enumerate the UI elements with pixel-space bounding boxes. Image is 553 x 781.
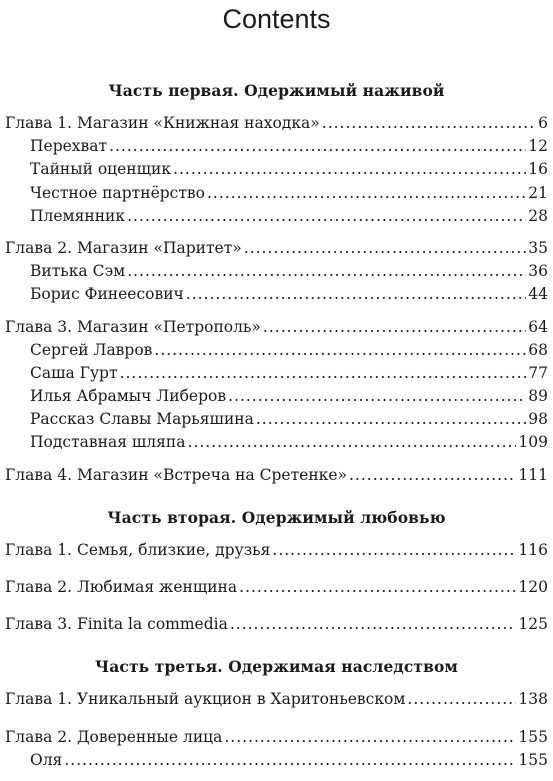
toc-section-entry[interactable] <box>0 135 553 158</box>
page-number: 6 <box>538 114 548 132</box>
dot-leader <box>127 260 526 283</box>
page-number: 28 <box>528 206 548 225</box>
dot-leader <box>256 408 526 431</box>
page-number: 64 <box>528 317 548 336</box>
toc-section-entry[interactable] <box>0 385 553 408</box>
dot-leader <box>173 158 526 181</box>
page-number: 138 <box>518 690 548 709</box>
page-number: 125 <box>518 615 548 634</box>
page-number: 12 <box>528 137 548 156</box>
section-title: Илья Абрамыч Либеров <box>30 387 227 406</box>
chapter-title: Глава 1. Уникальный аукцион в Харитоньевском <box>5 690 406 709</box>
toc-chapter-entry[interactable] <box>0 539 553 562</box>
section-title: Тайный оценщик <box>30 160 172 179</box>
chapter-title: Глава 4. Магазин «Встреча на Сретенке» <box>5 465 347 484</box>
section-title: Оля <box>30 750 63 769</box>
toc-section-entry[interactable] <box>0 260 553 283</box>
page-number: 155 <box>518 750 548 769</box>
toc-section-entry[interactable] <box>0 339 553 362</box>
toc-section-entry[interactable] <box>0 362 553 385</box>
toc-section-entry[interactable] <box>0 182 553 205</box>
dot-leader <box>186 283 526 306</box>
dot-leader <box>188 431 517 454</box>
page-title: Contents <box>222 4 331 34</box>
toc-chapter-entry[interactable] <box>0 316 553 339</box>
chapter-title: Глава 1. Магазин «Книжная находка» <box>5 114 320 132</box>
dot-leader <box>64 749 516 772</box>
page-number: 36 <box>528 262 548 281</box>
page-number: 68 <box>528 340 548 359</box>
toc-chapter-entry[interactable] <box>0 112 553 135</box>
dot-leader <box>244 237 526 260</box>
toc-section-entry[interactable] <box>0 283 553 306</box>
toc-chapter-entry[interactable] <box>0 464 553 487</box>
section-title: Племянник <box>30 206 126 225</box>
toc-section-entry[interactable] <box>0 205 553 228</box>
page-number: 155 <box>518 727 548 746</box>
dot-leader <box>109 135 526 158</box>
chapter-title: Глава 2. Магазин «Паритет» <box>5 238 242 257</box>
dot-leader <box>224 726 516 749</box>
dot-leader <box>207 182 526 205</box>
toc-chapter-entry[interactable] <box>0 688 553 711</box>
toc-section-entry[interactable] <box>0 431 553 454</box>
dot-leader <box>263 316 526 339</box>
page-number: 120 <box>518 578 548 596</box>
page-number: 35 <box>528 238 548 257</box>
dot-leader <box>230 613 517 636</box>
dot-leader <box>322 112 536 135</box>
toc-chapter-entry[interactable] <box>0 576 553 599</box>
chapter-title: Глава 1. Семья, близкие, друзья <box>5 540 271 559</box>
toc-section-entry[interactable] <box>0 408 553 431</box>
dot-leader <box>349 464 516 487</box>
part-heading: Часть первая. Одержимый наживой <box>108 81 445 100</box>
toc-section-entry[interactable] <box>0 749 553 772</box>
page-number: 44 <box>528 285 548 304</box>
chapter-title: Глава 3. Finita la commedia <box>5 615 228 634</box>
chapter-title: Глава 2. Доверенные лица <box>5 727 223 746</box>
dot-leader <box>272 539 516 562</box>
page-number: 89 <box>528 387 548 406</box>
section-title: Сергей Лавров <box>30 340 153 359</box>
chapter-title: Глава 2. Любимая женщина <box>5 578 238 596</box>
page-number: 98 <box>528 410 548 429</box>
part-heading: Часть третья. Одержимая наследством <box>95 657 458 677</box>
section-title: Рассказ Славы Марьяшина <box>30 410 254 429</box>
toc-chapter-entry[interactable] <box>0 726 553 749</box>
dot-leader <box>127 205 526 228</box>
page-number: 116 <box>518 540 548 559</box>
table-of-contents <box>0 79 553 772</box>
dot-leader <box>239 576 516 599</box>
section-title: Саша Гурт <box>30 363 118 382</box>
page-number: 16 <box>528 160 548 179</box>
part-heading: Часть вторая. Одержимый любовью <box>107 507 446 527</box>
section-title: Борис Финеесович <box>30 285 184 304</box>
page-number: 111 <box>518 465 548 484</box>
toc-chapter-entry[interactable] <box>0 613 553 636</box>
toc-chapter-entry[interactable] <box>0 237 553 260</box>
dot-leader <box>228 385 526 408</box>
section-title: Перехват <box>30 137 108 156</box>
page-number: 77 <box>528 363 548 382</box>
chapter-title: Глава 3. Магазин «Петрополь» <box>5 317 261 336</box>
section-title: Честное партнёрство <box>30 183 205 202</box>
page-number: 21 <box>528 183 548 202</box>
section-title: Витька Сэм <box>30 262 126 281</box>
dot-leader <box>120 362 527 385</box>
section-title: Подставная шляпа <box>30 433 186 452</box>
dot-leader <box>154 339 526 362</box>
dot-leader <box>407 688 516 711</box>
page-number: 109 <box>518 433 548 452</box>
toc-section-entry[interactable] <box>0 158 553 181</box>
